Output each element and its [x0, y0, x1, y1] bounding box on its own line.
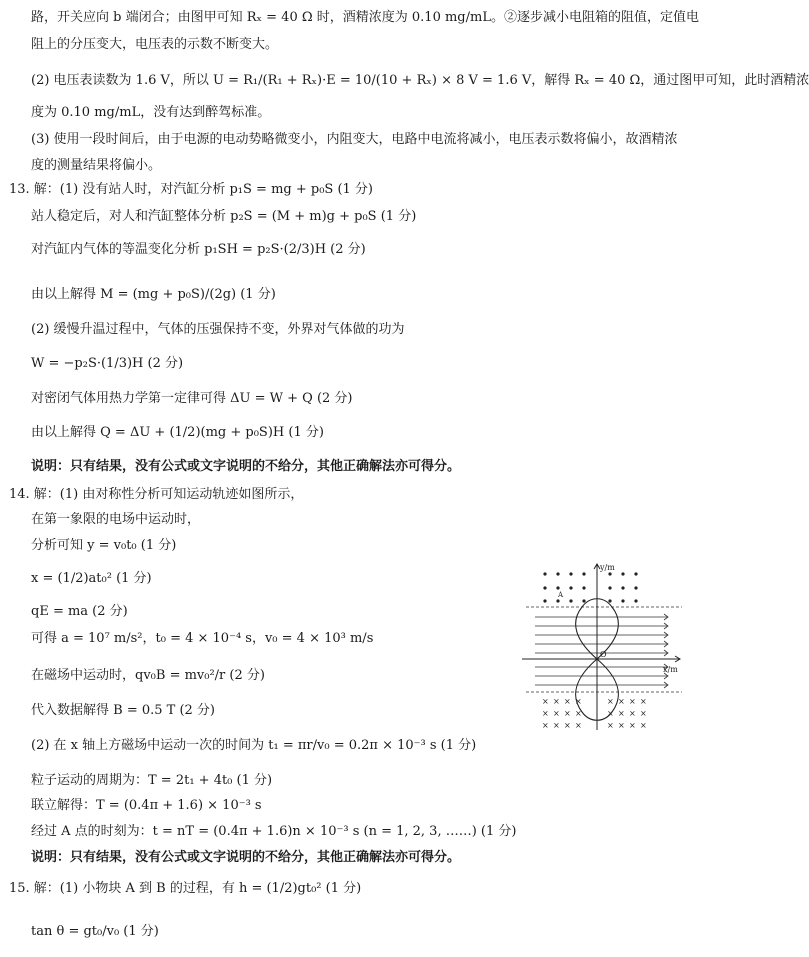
- svg-text:×: ×: [607, 697, 614, 706]
- formula-line: 由以上解得 M = (mg + p₀S)/(2g) (1 分): [31, 287, 276, 302]
- scoring-note: 说明：只有结果，没有公式或文字说明的不给分，其他正确解法亦可得分。: [31, 459, 461, 474]
- svg-text:×: ×: [629, 721, 636, 730]
- point-a-label: A: [558, 591, 564, 599]
- y-axis-label: y/m: [600, 563, 615, 572]
- svg-text:×: ×: [542, 709, 549, 718]
- formula-line: 经过 A 点的时刻为：t = nT = (0.4π + 1.6)n × 10⁻³ s (n = 1, 2, 3, ……) (1 分): [31, 824, 517, 839]
- svg-text:×: ×: [618, 709, 625, 718]
- formula-line: x = (1/2)at₀² (1 分): [31, 571, 152, 586]
- svg-text:×: ×: [607, 721, 614, 730]
- svg-text:×: ×: [575, 697, 582, 706]
- question-15-heading: 15. 解：(1) 小物块 A 到 B 的过程，有 h = (1/2)gt₀² (1 分): [9, 881, 362, 896]
- formula-line: 对汽缸内气体的等温变化分析 p₁SH = p₂S·(2/3)H (2 分): [31, 242, 366, 257]
- svg-text:×: ×: [553, 709, 560, 718]
- text-line: 在第一象限的电场中运动时，: [31, 512, 201, 527]
- svg-text:×: ×: [575, 709, 582, 718]
- text-line: (2) 电压表读数为 1.6 V，所以 U = R₁/(R₁ + Rₓ)·E = 10/(10 + Rₓ) × 8 V = 1.6 V，解得 Rₓ = 40 Ω，通过图甲可知，此时酒精浓: [31, 73, 809, 88]
- formula-line: 由以上解得 Q = ΔU + (1/2)(mg + p₀S)H (1 分): [31, 425, 324, 440]
- svg-text:×: ×: [564, 697, 571, 706]
- svg-text:×: ×: [640, 709, 647, 718]
- svg-text:×: ×: [640, 721, 647, 730]
- formula-line: 分析可知 y = v₀t₀ (1 分): [31, 538, 177, 553]
- magnetic-field-in-crosses: [542, 697, 647, 730]
- formula-line: 联立解得：T = (0.4π + 1.6) × 10⁻³ s: [31, 798, 262, 813]
- text-line: 站人稳定后，对人和汽缸整体分析 p₂S = (M + m)g + p₀S (1 分): [31, 209, 417, 224]
- text-line: 度的测量结果将偏小。: [31, 158, 162, 173]
- scoring-note: 说明：只有结果，没有公式或文字说明的不给分，其他正确解法亦可得分。: [31, 850, 461, 865]
- svg-text:×: ×: [575, 721, 582, 730]
- svg-text:×: ×: [564, 709, 571, 718]
- text-line: (3) 使用一段时间后，由于电源的电动势略微变小，内阻变大，电路中电流将减小，电压表示数将偏小，故酒精浓: [31, 132, 678, 147]
- trajectory-figure: [520, 560, 685, 732]
- svg-text:×: ×: [564, 721, 571, 730]
- question-14-heading: 14. 解：(1) 由对称性分析可知运动轨迹如图所示，: [9, 487, 304, 502]
- formula-line: 代入数据解得 B = 0.5 T (2 分): [31, 703, 215, 718]
- formula-line: 可得 a = 10⁷ m/s²，t₀ = 4 × 10⁻⁴ s，v₀ = 4 × 10³ m/s: [31, 631, 374, 646]
- x-axis-label: x/m: [663, 665, 678, 674]
- svg-text:×: ×: [553, 697, 560, 706]
- formula-line: W = −p₂S·(1/3)H (2 分): [31, 356, 184, 371]
- origin-label: O: [600, 650, 607, 659]
- question-13-heading: 13. 解：(1) 没有站人时，对汽缸分析 p₁S = mg + p₀S (1 分): [9, 182, 374, 197]
- text-line: 路，开关应向 b 端闭合；由图甲可知 Rₓ = 40 Ω 时，酒精浓度为 0.10 mg/mL。②逐步减小电阻箱的阻值，定值电: [31, 10, 699, 25]
- svg-text:×: ×: [640, 697, 647, 706]
- formula-line: 在磁场中运动时，qv₀B = mv₀²/r (2 分): [31, 668, 265, 683]
- svg-text:×: ×: [553, 721, 560, 730]
- text-line: 阻上的分压变大，电压表的示数不断变大。: [31, 37, 279, 52]
- svg-text:×: ×: [618, 721, 625, 730]
- formula-line: tan θ = gt₀/v₀ (1 分): [31, 924, 159, 939]
- svg-text:×: ×: [629, 697, 636, 706]
- svg-text:×: ×: [542, 721, 549, 730]
- text-line: (2) 缓慢升温过程中，气体的压强保持不变，外界对气体做的功为: [31, 322, 405, 337]
- text-line: 对密闭气体用热力学第一定律可得 ΔU = W + Q (2 分): [31, 391, 353, 406]
- svg-text:×: ×: [629, 709, 636, 718]
- formula-line: qE = ma (2 分): [31, 604, 128, 619]
- formula-line: 粒子运动的周期为：T = 2t₁ + 4t₀ (1 分): [31, 773, 273, 788]
- text-line: 度为 0.10 mg/mL，没有达到醉驾标准。: [31, 105, 271, 120]
- svg-text:×: ×: [542, 697, 549, 706]
- svg-text:×: ×: [618, 697, 625, 706]
- formula-line: (2) 在 x 轴上方磁场中运动一次的时间为 t₁ = πr/v₀ = 0.2π × 10⁻³ s (1 分): [31, 738, 477, 753]
- svg-text:×: ×: [607, 709, 614, 718]
